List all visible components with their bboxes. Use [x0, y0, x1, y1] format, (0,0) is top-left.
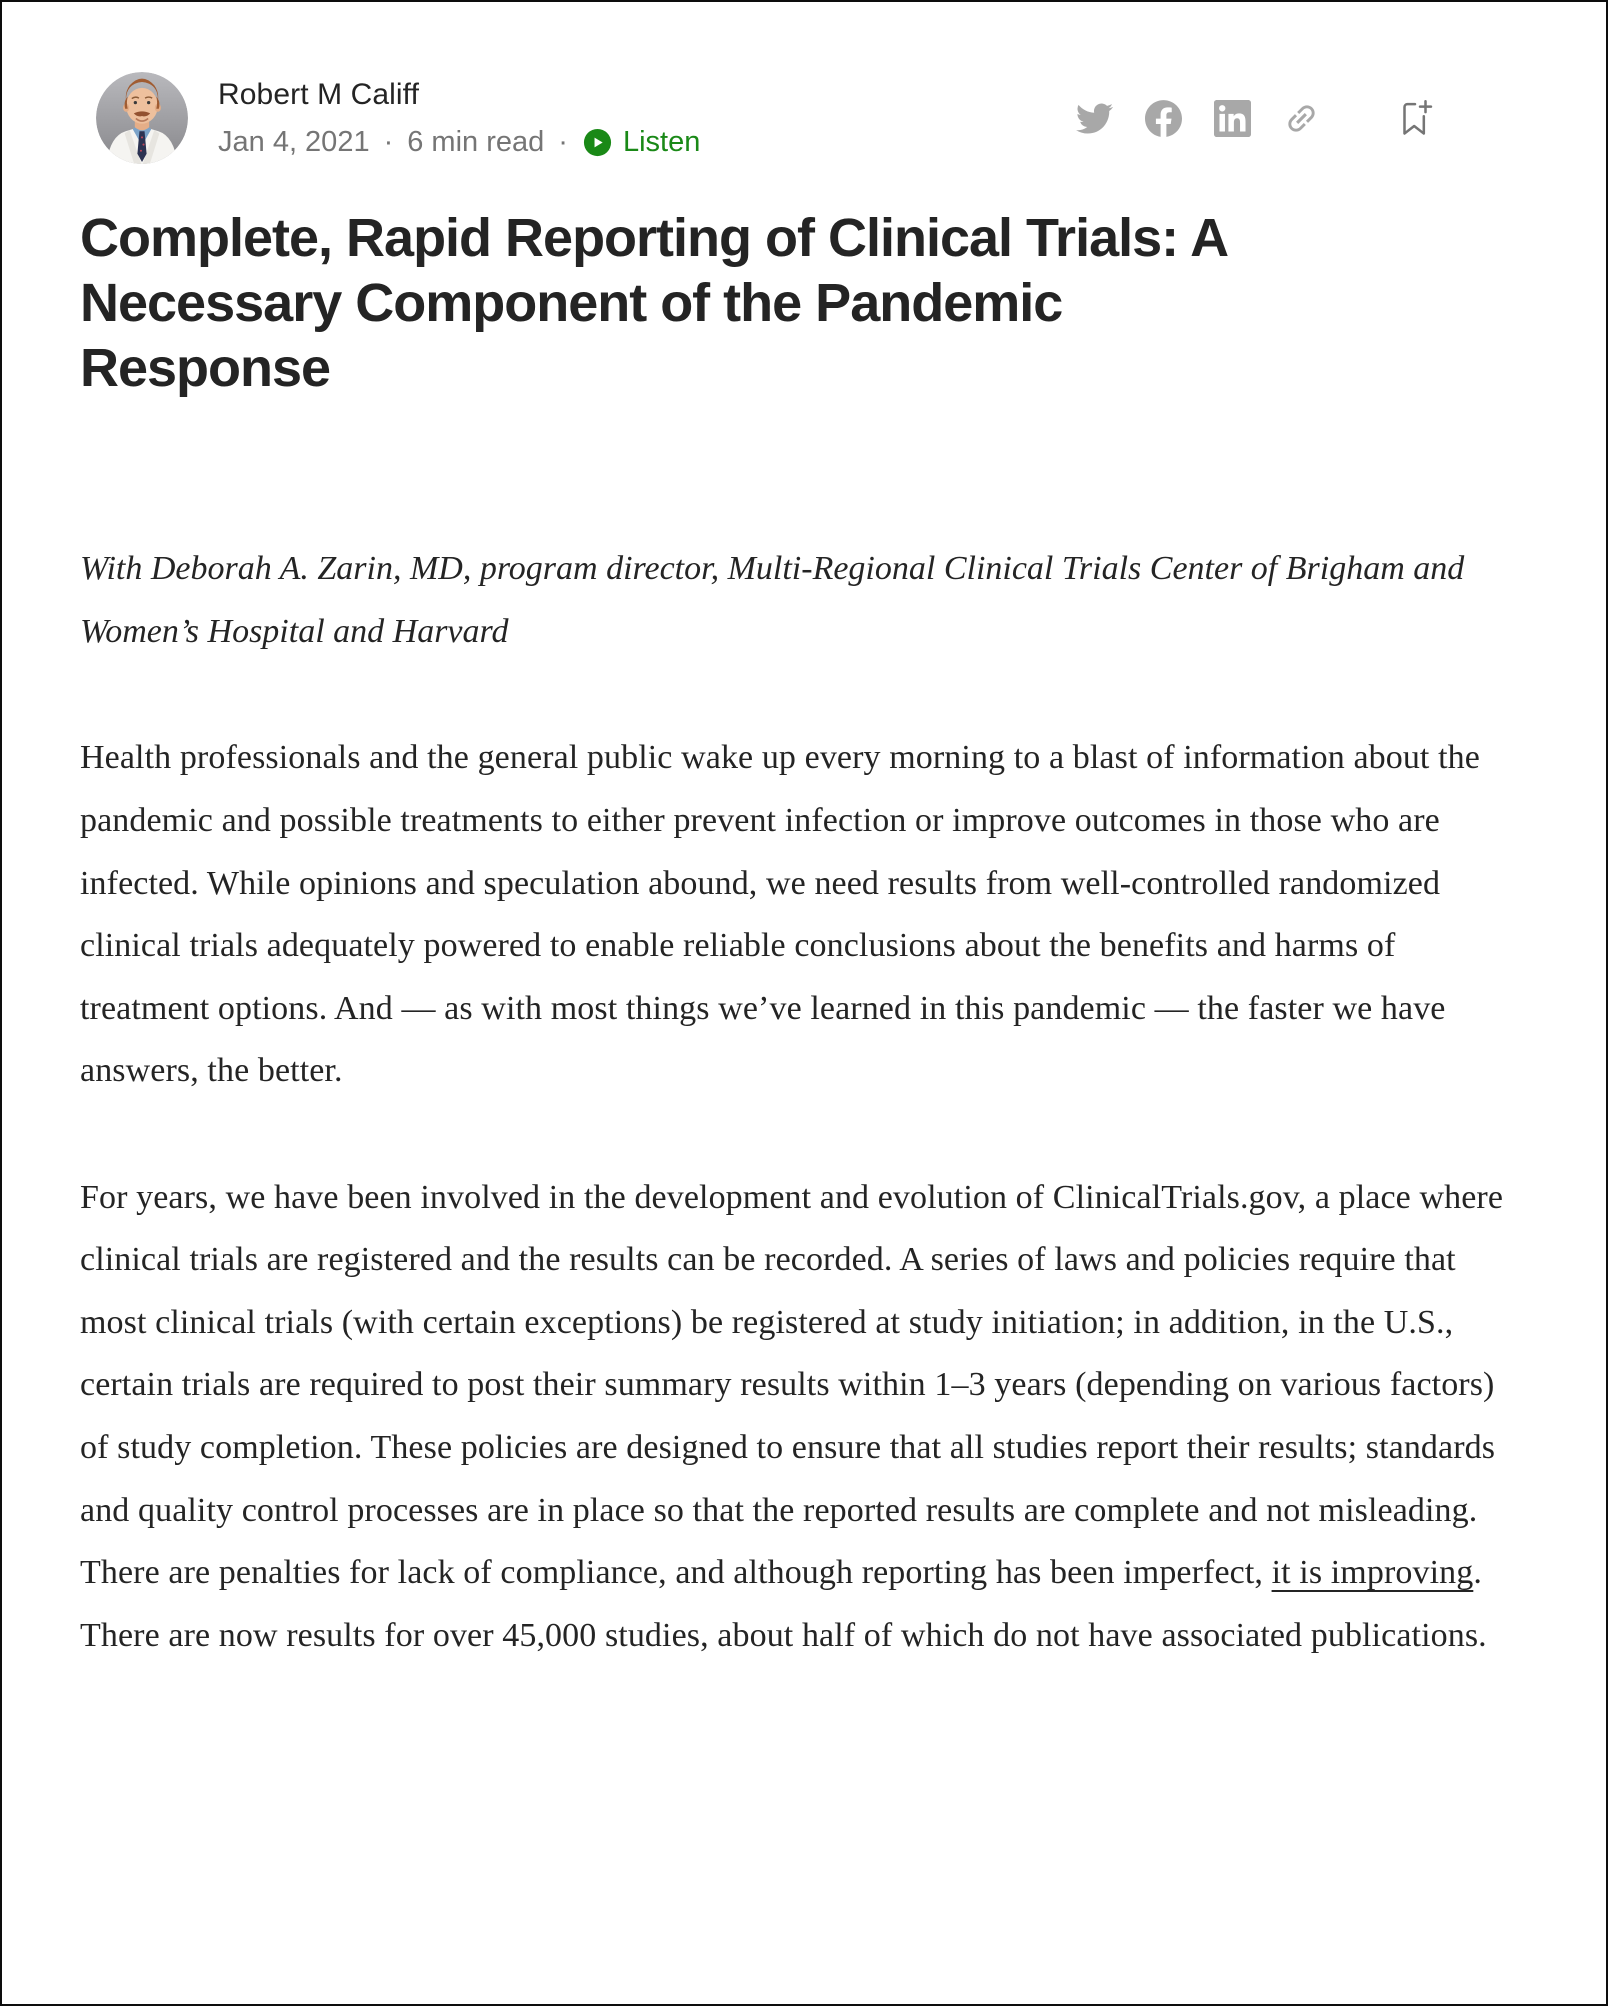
- author-avatar[interactable]: [96, 72, 188, 164]
- copy-link-icon[interactable]: [1283, 100, 1320, 137]
- facebook-icon[interactable]: [1145, 100, 1182, 137]
- meta-dot: ·: [383, 125, 394, 158]
- publish-date: Jan 4, 2021: [218, 125, 370, 158]
- article-title: [80, 206, 1528, 400]
- read-time: 6 min read: [407, 125, 545, 158]
- listen-button[interactable]: [582, 126, 700, 159]
- bookmark-add-button[interactable]: [1394, 97, 1436, 139]
- author-portrait-image: [96, 72, 188, 164]
- meta-dot: ·: [558, 125, 568, 158]
- paragraph-text: . There are now results for over 45,000 studies, about half of which do not have associated publications.: [80, 1554, 1487, 1654]
- article-meta: [218, 126, 700, 159]
- title-line: Complete, Rapid Reporting of Clinical Trials: A: [80, 208, 1229, 268]
- twitter-icon[interactable]: [1076, 100, 1113, 137]
- author-block: [218, 78, 700, 159]
- listen-label: Listen: [622, 125, 701, 158]
- linkedin-icon[interactable]: [1214, 100, 1251, 137]
- paragraph-text: Health professionals and the general public wake up every morning to a blast of information about the pandemic and possible treatments to either prevent infection or improve outcomes in those who are infected. While opinions and speculation abound, we need results from well-controlled randomized clinical trials adequately powered to enable reliable conclusions about the benefits and harms of treatment options. And — as with most things we’ve learned in this pandemic — the faster we have answers, the better.: [80, 739, 1480, 1090]
- inline-link[interactable]: it is improving: [1271, 1554, 1474, 1592]
- article-byline: With Deborah A. Zarin, MD, program director, Multi-Regional Clinical Trials Center of Brigham and Women’s Hospital and Harvard: [80, 550, 1465, 650]
- paragraph: [80, 1167, 1528, 1667]
- title-line: Response: [80, 337, 331, 398]
- article-body: [80, 727, 1528, 1667]
- share-toolbar: [1076, 100, 1320, 137]
- bookmark-add-icon: [1394, 97, 1436, 139]
- paragraph: [80, 727, 1528, 1102]
- title-line: Necessary Component of the Pandemic: [80, 272, 1063, 333]
- article-header: [80, 72, 1528, 164]
- play-circle-icon: [582, 127, 613, 158]
- author-name[interactable]: Robert M Califf: [218, 77, 420, 111]
- paragraph-text: For years, we have been involved in the development and evolution of ClinicalTrials.gov, a place where clinical trials are registered and the results can be recorded. A series of laws and policies require that most clinical trials (with certain exceptions) be registered at study initiation; in addition, in the U.S., certain trials are required to post their summary results within 1–3 years (depending on various factors) of study completion. These policies are designed to ensure that all studies report their results; standards and quality control processes are in place so that the reported results are complete and not misleading. There are penalties for lack of compliance, and although reporting has been imperfect,: [80, 1178, 1504, 1592]
